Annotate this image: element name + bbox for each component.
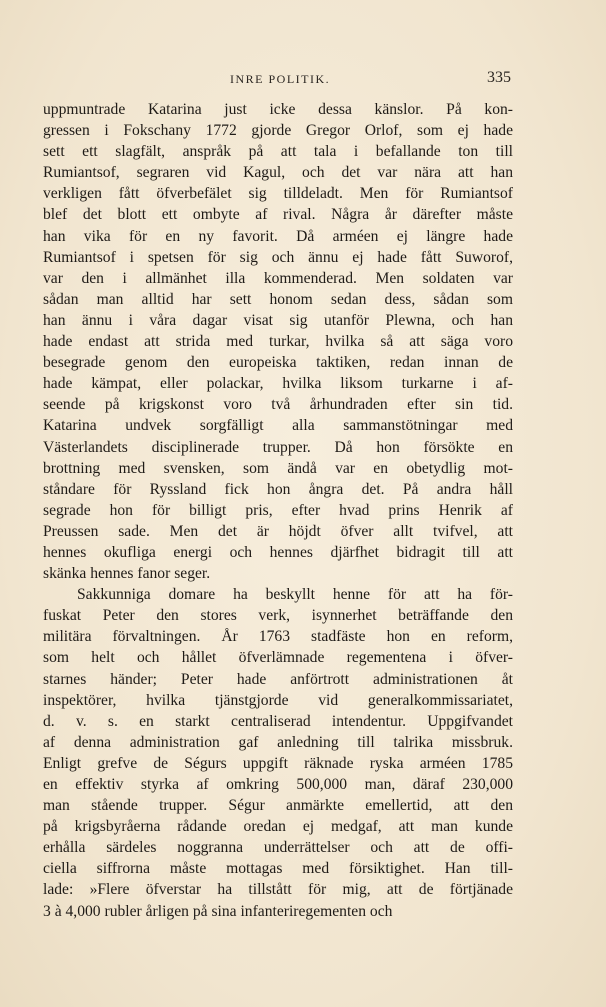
text-line: militära förvaltningen. År 1763 stadfäste hon en reform, — [43, 628, 513, 646]
text-line: d. v. s. en starkt centraliserad intendentur. Uppgifvandet — [43, 712, 513, 730]
text-line: uppmuntrade Katarina just icke dessa känslor. På kon- — [43, 101, 513, 118]
text-line: af denna administration gaf anledning till talrika missbruk. — [43, 733, 513, 751]
text-line: erhålla särdeles noggranna underrättelser och att de offi- — [43, 839, 513, 857]
text-line: sett ett slagfält, anspråk på att tala i befallande ton till — [43, 143, 513, 161]
text-line: Rumiantsof i spetsen för sig och ännu ej hade fått Suworof, — [43, 248, 513, 266]
page-number: 335 — [487, 69, 511, 86]
text-line: skänka hennes fanor seger. — [43, 565, 211, 583]
text-line: Preussen sade. Men det är höjdt öfver allt tvifvel, att — [43, 522, 513, 540]
text-line: Katarina undvek sorgfälligt alla sammanstötningar med — [43, 417, 513, 435]
text-line: han vika för en ny favorit. Då arméen ej längre hade — [43, 227, 513, 245]
text-line: ståndare för Ryssland fick hon ångra det. På andra håll — [43, 480, 513, 498]
text-line: sådan man alltid har sett honom sedan dess, sådan som — [43, 290, 513, 308]
text-line: fuskat Peter den stores verk, isynnerhet beträffande den — [43, 607, 513, 625]
page-header — [0, 69, 606, 92]
text-line: blef det blott ett ombyte af rival. Några år därefter måste — [43, 206, 513, 224]
text-line: Västerlandets disciplinerade trupper. Då hon försökte en — [43, 438, 513, 456]
paragraph — [43, 99, 513, 584]
text-line: gressen i Fokschany 1772 gjorde Gregor Orlof, som ej hade — [43, 122, 513, 140]
text-line: inspektörer, hvilka tjänstgjorde vid generalkommissariatet, — [43, 691, 513, 709]
text-line: Sakkunniga domare ha beskyllt henne för att ha för- — [77, 586, 513, 604]
text-line: Rumiantsof, segraren vid Kagul, och det var nära att han — [43, 164, 513, 182]
text-line: var den i allmänhet illa kommenderad. Men soldaten var — [43, 269, 513, 287]
text-line: Enligt grefve de Ségurs uppgift räknade ryska arméen 1785 — [43, 754, 513, 772]
text-line: segrade hon för billigt pris, efter hvad prins Henrik af — [43, 501, 513, 519]
text-line: verkligen fått öfverbefälet sig tilldeladt. Men för Rumiantsof — [43, 185, 513, 203]
text-line: brottning med svensken, som ändå var en obetydlig mot- — [43, 459, 513, 477]
text-line: man stående trupper. Ségur anmärkte emellertid, att den — [43, 797, 513, 815]
text-line: han ännu i våra dagar visat sig utanför Plewna, och han — [43, 311, 513, 329]
text-line: lade: »Flere öfverstar ha tillstått för mig, att de förtjänade — [43, 881, 513, 899]
text-line: en effektiv styrka af omkring 500,000 man, däraf 230,000 — [43, 776, 513, 793]
paragraph — [43, 584, 513, 922]
text-line: starnes händer; Peter hade anförtrott administrationen åt — [43, 670, 513, 688]
text-line: som helt och hållet öfverlämnade regementena i öfver- — [43, 649, 513, 667]
text-line: hade kämpat, eller polackar, hvilka liksom turkarne i af- — [43, 375, 513, 393]
running-title: INRE POLITIK. — [230, 72, 331, 86]
body-text — [43, 99, 513, 922]
text-line: ciella siffrorna måste mottagas med försiktighet. Han till- — [43, 860, 513, 878]
text-line: besegrade genom den europeiska taktiken, redan innan de — [43, 354, 513, 372]
text-line: hennes okufliga energi och hennes djärfhet bidragit till att — [43, 543, 513, 561]
text-line: hade endast att strida med turkar, hvilka så att säga voro — [43, 333, 513, 351]
text-line: på krigsbyråerna rådande oredan ej medgaf, att man kunde — [43, 818, 513, 836]
text-line: seende på krigskonst voro två århundraden efter sin tid. — [43, 396, 513, 414]
text-line: 3 à 4,000 rubler årligen på sina infanteriregementen och — [43, 902, 393, 920]
